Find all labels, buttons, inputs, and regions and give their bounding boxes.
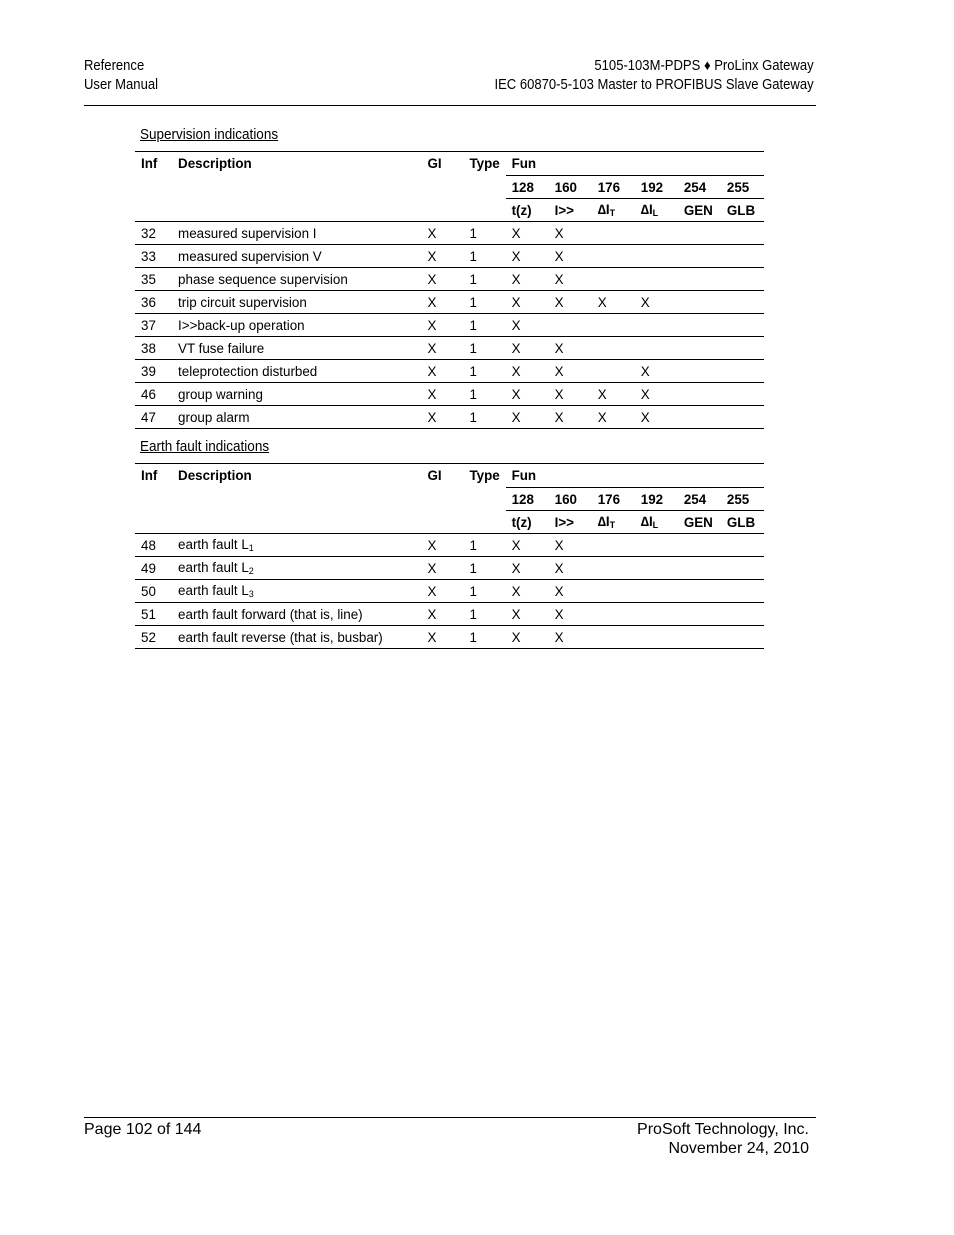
fun-name-text: ∆I	[597, 514, 610, 529]
description-text: group alarm	[178, 409, 250, 425]
cell-f160: X	[549, 534, 592, 557]
cell-type: 1	[464, 603, 506, 626]
cell-description	[172, 534, 421, 557]
cell-description	[172, 291, 421, 314]
cell-description	[172, 245, 421, 268]
col-gi: GI	[421, 464, 463, 488]
cell-description	[172, 406, 421, 429]
col-type: Type	[464, 152, 506, 176]
fun-name-text: GEN	[683, 514, 713, 530]
cell-f254	[678, 314, 721, 337]
fun-name-text: I>>	[554, 202, 574, 218]
fun-name-row	[135, 199, 764, 222]
table-row	[135, 603, 764, 626]
description-text: trip circuit supervision	[178, 294, 307, 310]
cell-f255	[721, 580, 764, 603]
table-row	[135, 245, 764, 268]
cell-gi: X	[421, 360, 463, 383]
cell-f176	[592, 580, 635, 603]
cell-f160: X	[549, 337, 592, 360]
header-manual: User Manual	[84, 77, 158, 93]
cell-inf: 52	[135, 626, 172, 649]
description-subscript: 3	[248, 589, 254, 599]
fun-name-255	[721, 511, 764, 534]
fun-name-192	[635, 199, 678, 222]
cell-f192	[635, 626, 678, 649]
cell-f255	[721, 222, 764, 245]
fun-name-160	[549, 199, 592, 222]
fun-name-text: GLB	[726, 514, 756, 530]
cell-inf: 36	[135, 291, 172, 314]
fun-code-254: 254	[678, 176, 721, 199]
description-text: measured supervision V	[178, 248, 322, 264]
cell-f192	[635, 314, 678, 337]
cell-f128: X	[506, 337, 549, 360]
cell-type: 1	[464, 557, 506, 580]
description-text: earth fault reverse (that is, busbar)	[178, 629, 383, 645]
fun-code-255: 255	[721, 488, 764, 511]
cell-f128: X	[506, 406, 549, 429]
cell-inf: 32	[135, 222, 172, 245]
supervision-table	[135, 151, 764, 429]
cell-type: 1	[464, 406, 506, 429]
fun-name-text: t(z)	[511, 202, 532, 218]
fun-code-row	[135, 176, 764, 199]
table-row	[135, 383, 764, 406]
cell-inf: 39	[135, 360, 172, 383]
table-row	[135, 557, 764, 580]
fun-name-text: t(z)	[511, 514, 532, 530]
cell-f255	[721, 337, 764, 360]
table-row	[135, 291, 764, 314]
cell-f254	[678, 245, 721, 268]
cell-type: 1	[464, 580, 506, 603]
cell-f128: X	[506, 580, 549, 603]
cell-f192	[635, 557, 678, 580]
table-row	[135, 222, 764, 245]
cell-f192	[635, 337, 678, 360]
cell-f255	[721, 383, 764, 406]
cell-f128: X	[506, 245, 549, 268]
description-text: earth fault forward (that is, line)	[178, 606, 363, 622]
cell-f176	[592, 626, 635, 649]
cell-f128: X	[506, 383, 549, 406]
cell-f128: X	[506, 291, 549, 314]
cell-gi: X	[421, 603, 463, 626]
footer-right	[637, 1120, 809, 1158]
fun-name-text: ∆I	[640, 514, 653, 529]
cell-f128: X	[506, 222, 549, 245]
fun-name-text: GEN	[683, 202, 713, 218]
table-row	[135, 360, 764, 383]
cell-f160: X	[549, 360, 592, 383]
cell-type: 1	[464, 337, 506, 360]
fun-code-192: 192	[635, 176, 678, 199]
cell-gi: X	[421, 383, 463, 406]
cell-f160: X	[549, 222, 592, 245]
fun-code-176: 176	[592, 488, 635, 511]
col-fun: Fun	[506, 464, 764, 488]
col-gi: GI	[421, 152, 463, 176]
cell-description	[172, 557, 421, 580]
cell-f255	[721, 268, 764, 291]
description-subscript: 2	[248, 566, 254, 576]
description-subscript: 1	[248, 543, 254, 553]
cell-description	[172, 360, 421, 383]
cell-f128: X	[506, 603, 549, 626]
header-section: Reference	[84, 58, 145, 74]
cell-f254	[678, 603, 721, 626]
fun-name-text: ∆I	[640, 202, 653, 217]
cell-f160: X	[549, 626, 592, 649]
cell-f160: X	[549, 291, 592, 314]
cell-description	[172, 222, 421, 245]
cell-description	[172, 383, 421, 406]
cell-f160: X	[549, 580, 592, 603]
fun-name-192	[635, 511, 678, 534]
cell-inf: 46	[135, 383, 172, 406]
header-row	[135, 152, 764, 176]
cell-f176	[592, 557, 635, 580]
cell-f192: X	[635, 406, 678, 429]
cell-type: 1	[464, 222, 506, 245]
header-left	[84, 57, 158, 95]
cell-type: 1	[464, 534, 506, 557]
cell-gi: X	[421, 534, 463, 557]
table-row	[135, 580, 764, 603]
cell-f176: X	[592, 291, 635, 314]
cell-type: 1	[464, 268, 506, 291]
earth-table	[135, 463, 764, 649]
cell-f176	[592, 268, 635, 291]
col-description: Description	[172, 152, 421, 176]
fun-code-255: 255	[721, 176, 764, 199]
cell-f128: X	[506, 268, 549, 291]
fun-name-row	[135, 511, 764, 534]
cell-f254	[678, 534, 721, 557]
cell-f255	[721, 291, 764, 314]
description-text: phase sequence supervision	[178, 271, 348, 287]
cell-gi: X	[421, 557, 463, 580]
header-right	[495, 57, 814, 95]
table-row	[135, 406, 764, 429]
cell-gi: X	[421, 222, 463, 245]
cell-f255	[721, 534, 764, 557]
cell-f255	[721, 626, 764, 649]
spacer	[135, 176, 506, 199]
table-row	[135, 626, 764, 649]
header-row	[135, 464, 764, 488]
description-text: group warning	[178, 386, 263, 402]
cell-f176	[592, 360, 635, 383]
cell-f128: X	[506, 360, 549, 383]
cell-f254	[678, 222, 721, 245]
cell-gi: X	[421, 626, 463, 649]
cell-description	[172, 314, 421, 337]
cell-f176	[592, 314, 635, 337]
cell-f160: X	[549, 383, 592, 406]
cell-f160	[549, 314, 592, 337]
cell-f255	[721, 360, 764, 383]
fun-name-160	[549, 511, 592, 534]
description-text: I>>back-up operation	[178, 317, 305, 333]
cell-f255	[721, 245, 764, 268]
cell-gi: X	[421, 337, 463, 360]
cell-f254	[678, 557, 721, 580]
fun-name-128	[506, 199, 549, 222]
description-text: VT fuse failure	[178, 340, 265, 356]
table-row	[135, 337, 764, 360]
cell-f176: X	[592, 406, 635, 429]
cell-type: 1	[464, 360, 506, 383]
fun-name-128	[506, 511, 549, 534]
cell-inf: 47	[135, 406, 172, 429]
cell-inf: 48	[135, 534, 172, 557]
cell-f176	[592, 337, 635, 360]
cell-f160: X	[549, 557, 592, 580]
company-name: ProSoft Technology, Inc.	[637, 1121, 809, 1138]
cell-f192	[635, 580, 678, 603]
cell-f128: X	[506, 626, 549, 649]
cell-description	[172, 626, 421, 649]
header-subtitle: IEC 60870-5-103 Master to PROFIBUS Slave Gateway	[494, 77, 814, 93]
cell-inf: 51	[135, 603, 172, 626]
cell-f254	[678, 626, 721, 649]
cell-description	[172, 337, 421, 360]
cell-f254	[678, 580, 721, 603]
cell-type: 1	[464, 383, 506, 406]
cell-description	[172, 603, 421, 626]
fun-name-176	[592, 511, 635, 534]
description-text: earth fault L	[178, 560, 249, 575]
cell-description	[172, 268, 421, 291]
fun-name-text: ∆I	[597, 202, 610, 217]
cell-f176: X	[592, 383, 635, 406]
cell-gi: X	[421, 268, 463, 291]
cell-f160: X	[549, 603, 592, 626]
col-inf: Inf	[135, 464, 172, 488]
cell-type: 1	[464, 291, 506, 314]
cell-f192	[635, 268, 678, 291]
cell-f254	[678, 268, 721, 291]
cell-type: 1	[464, 314, 506, 337]
cell-inf: 37	[135, 314, 172, 337]
table-row	[135, 534, 764, 557]
fun-name-subscript: T	[609, 208, 616, 218]
description-text: earth fault L	[178, 583, 249, 598]
cell-f192: X	[635, 383, 678, 406]
cell-inf: 50	[135, 580, 172, 603]
page-number: Page 102 of 144	[84, 1121, 202, 1138]
cell-f255	[721, 314, 764, 337]
fun-code-254: 254	[678, 488, 721, 511]
footer-rule	[84, 1117, 816, 1118]
fun-name-176	[592, 199, 635, 222]
fun-name-subscript: L	[652, 520, 659, 530]
description-text: earth fault L	[178, 537, 249, 552]
cell-f255	[721, 603, 764, 626]
cell-f192	[635, 534, 678, 557]
cell-inf: 33	[135, 245, 172, 268]
fun-code-160: 160	[549, 176, 592, 199]
cell-type: 1	[464, 245, 506, 268]
cell-gi: X	[421, 245, 463, 268]
description-text: measured supervision I	[178, 225, 317, 241]
cell-inf: 35	[135, 268, 172, 291]
cell-f176	[592, 603, 635, 626]
cell-gi: X	[421, 291, 463, 314]
cell-inf: 38	[135, 337, 172, 360]
cell-f192	[635, 222, 678, 245]
col-inf: Inf	[135, 152, 172, 176]
col-type: Type	[464, 464, 506, 488]
cell-f160: X	[549, 268, 592, 291]
fun-name-254	[678, 199, 721, 222]
fun-name-subscript: L	[652, 208, 659, 218]
cell-gi: X	[421, 406, 463, 429]
cell-f128: X	[506, 314, 549, 337]
cell-inf: 49	[135, 557, 172, 580]
cell-f254	[678, 406, 721, 429]
cell-f176	[592, 245, 635, 268]
cell-f255	[721, 406, 764, 429]
col-description: Description	[172, 464, 421, 488]
cell-f192	[635, 603, 678, 626]
cell-description	[172, 580, 421, 603]
cell-f176	[592, 222, 635, 245]
table-row	[135, 314, 764, 337]
col-fun: Fun	[506, 152, 764, 176]
description-text: teleprotection disturbed	[178, 363, 318, 379]
cell-gi: X	[421, 314, 463, 337]
cell-f160: X	[549, 406, 592, 429]
earth-title: Earth fault indications	[140, 438, 270, 455]
header-product: 5105-103M-PDPS ♦ ProLinx Gateway	[594, 58, 814, 74]
cell-type: 1	[464, 626, 506, 649]
fun-code-128: 128	[506, 488, 549, 511]
fun-name-255	[721, 199, 764, 222]
cell-f128: X	[506, 534, 549, 557]
cell-f128: X	[506, 557, 549, 580]
spacer	[135, 199, 506, 222]
header-rule	[84, 105, 816, 106]
spacer	[135, 511, 506, 534]
cell-f254	[678, 337, 721, 360]
fun-code-192: 192	[635, 488, 678, 511]
table-row	[135, 268, 764, 291]
fun-code-176: 176	[592, 176, 635, 199]
spacer	[135, 488, 506, 511]
fun-name-254	[678, 511, 721, 534]
fun-code-128: 128	[506, 176, 549, 199]
fun-name-text: I>>	[554, 514, 574, 530]
supervision-title: Supervision indications	[140, 126, 279, 143]
cell-f254	[678, 383, 721, 406]
cell-gi: X	[421, 580, 463, 603]
cell-f254	[678, 360, 721, 383]
cell-f255	[721, 557, 764, 580]
cell-f192	[635, 245, 678, 268]
cell-f192: X	[635, 291, 678, 314]
fun-code-160: 160	[549, 488, 592, 511]
cell-f160: X	[549, 245, 592, 268]
fun-code-row	[135, 488, 764, 511]
fun-name-subscript: T	[609, 520, 616, 530]
cell-f176	[592, 534, 635, 557]
fun-name-text: GLB	[726, 202, 756, 218]
cell-f192: X	[635, 360, 678, 383]
publication-date: November 24, 2010	[668, 1140, 809, 1157]
cell-f254	[678, 291, 721, 314]
